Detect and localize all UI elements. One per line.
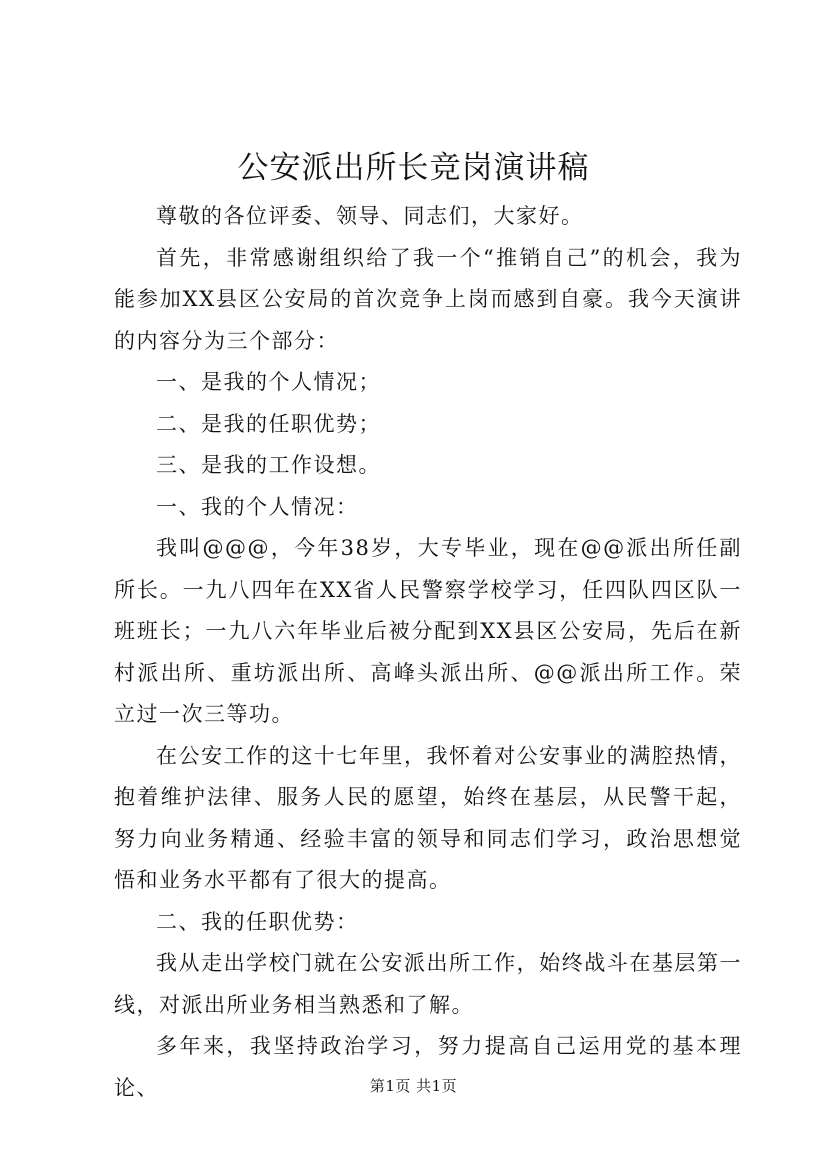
- paragraph-intro: 首先，非常感谢组织给了我一个“推销自己”的机会，我为能参加XX县区公安局的首次竞争上岗而感到自豪。我今天演讲的内容分为三个部分：: [114, 245, 742, 353]
- paragraph-greeting: 尊敬的各位评委、领导、同志们，大家好。: [156, 204, 584, 228]
- paragraph-outline-3: 三、是我的工作设想。: [156, 453, 381, 477]
- document-body: [114, 196, 742, 1109]
- paragraph-advantage-1: 我从走出学校门就在公安派出所工作，始终战斗在基层第一线，对派出所业务相当熟悉和了解。: [114, 951, 742, 1017]
- section-heading-1: 一、我的个人情况：: [156, 494, 359, 519]
- paragraph-outline-2: 二、是我的任职优势；: [156, 411, 381, 436]
- paragraph-advantage-2: 多年来，我坚持政治学习，努力提高自己运用党的基本理论、: [114, 1034, 742, 1100]
- page-footer: 第1页 共1页: [369, 1077, 458, 1095]
- document-title: 公安派出所长竞岗演讲稿: [237, 150, 590, 186]
- section-heading-2: 二、我的任职优势：: [156, 909, 359, 934]
- paragraph-work-experience: 在公安工作的这十七年里，我怀着对公安事业的满腔热情，抱着维护法律、服务人民的愿望，始终在基层，从民警干起，努力向业务精通、经验丰富的领导和同志们学习，政治思想觉悟和业务水平都有了很大的提高。: [114, 743, 742, 892]
- paragraph-outline-1: 一、是我的个人情况；: [156, 370, 381, 394]
- paragraph-personal-info: 我叫@@@，今年38岁，大专毕业，现在@@派出所任副所长。一九八四年在XX省人民警察学校学习，任四队四区队一班班长；一九八六年毕业后被分配到XX县区公安局，先后在新村派出所、重坊派出所、高峰头派出所、@@派出所工作。荣立过一次三等功。: [114, 536, 742, 726]
